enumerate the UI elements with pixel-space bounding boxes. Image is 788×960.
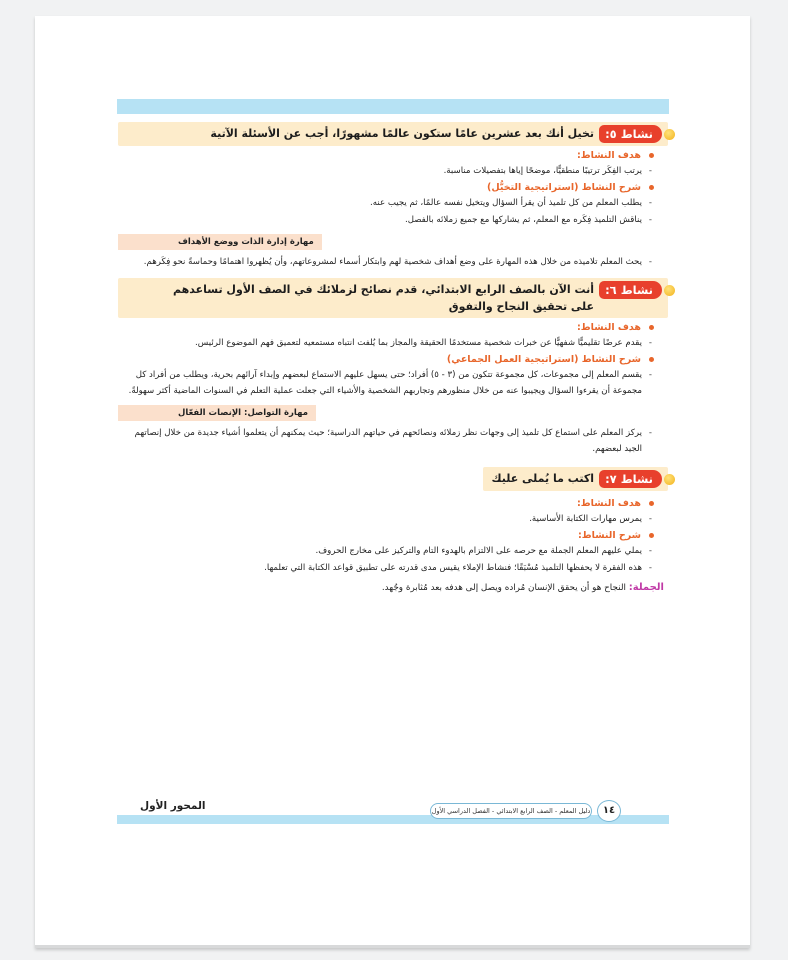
activity-6-header (118, 278, 668, 318)
activity-title: اكتب ما يُملى عليك (491, 472, 595, 485)
footer-axis-title: المحور الأول (140, 800, 206, 812)
circle-icon (664, 129, 675, 140)
circle-icon (664, 474, 675, 485)
list-item: - يمرس مهارات الكتابة الأساسية. (126, 511, 642, 527)
explain-heading: شرح النشاط (استراتيجية العمل الجماعي) (118, 354, 654, 365)
footer-guide-label: دليل المعلم - الصف الرابع الابتدائي - الفصل الدراسي الأول (430, 803, 592, 819)
activity-7-header (483, 467, 668, 491)
page-content (118, 122, 668, 596)
dictation-sentence (118, 580, 664, 596)
sentence-label: الجملة: (628, 582, 664, 593)
activity-badge: نشاط ٦: (599, 281, 662, 299)
list-item: - هذه الفقرة لا يحفظها التلميذ مُسْبَقًا؛ فنشاط الإملاء يقيس مدى قدرته على تطبيق قواعد الكتابة التي تعلمها. (126, 560, 642, 576)
list-item: - يطلب المعلم من كل تلميذ أن يقرأ السؤال ويتخيل نفسه عالمًا، ثم يجيب عنه. (126, 195, 642, 211)
page-number: ١٤ (597, 800, 621, 822)
activity-title: تخيل أنك بعد عشرين عامًا ستكون عالمًا مشهورًا، أجب عن الأسئلة الآتية (210, 127, 595, 140)
goal-heading: هدف النشاط: (118, 150, 654, 161)
list-item: - يقدم عرضًا تقليميًّا شفهيًّا عن خبرات شخصية مستخدمًا الحقيقة والمجاز بما يُلفت انتباه مستمعيه لتعميق فهم الموضوع الرئيس. (126, 335, 642, 351)
header-band (117, 99, 669, 114)
list-item: - يركز المعلم على استماع كل تلميذ إلى وجهات نظر زملائه ونصائحهم في حياتهم الدراسية؛ حيث يمكنهم أن يتعلموا أشياء جديدة من خلال إنصاتهم الجيد لبعضهم. (126, 425, 642, 457)
list-item: - يناقش التلميذ فِكَره مع المعلم، ثم يشاركها مع جميع زملائه بالفصل. (126, 212, 642, 228)
goal-heading: هدف النشاط: (118, 498, 654, 509)
activity-badge: نشاط ٥: (599, 125, 662, 143)
sentence-text: النجاح هو أن يحقق الإنسان مُراده ويصل إلى هدفه بعد مُثابرة وجُهد. (381, 583, 626, 593)
explain-heading: شرح النشاط: (118, 530, 654, 541)
goal-heading: هدف النشاط: (118, 322, 654, 333)
list-item: - يقسم المعلم إلى مجموعات، كل مجموعة تتكون من (٣ - ٥) أفراد؛ حتى يسهل عليهم الاستماع لبعضهم وإبداء آرائهم بحرية، ويطلب من أفراد كل مجموعة أن يقرءوا السؤال ويجيبوا عنه من خلال منظورهم وتجاربهم الشخصية والأشياء التي جعلت عملية التعلم في السنوات الماضية أكثر سهولةً. (126, 367, 642, 399)
activity-title: أنت الآن بالصف الرابع الابتدائي، قدم نصائح لزملائك في الصف الأول تساعدهم على تحقيق النجاح والتفوق (173, 283, 595, 313)
activity-5-header (118, 122, 668, 146)
list-item: - يحث المعلم تلاميذه من خلال هذه المهارة على وضع أهداف شخصية لهم وابتكار أسماء لمشروعاتهم، وأن يُظهروا اهتمامًا وحماسةً نحو فِكَرهم. (126, 254, 642, 270)
list-item: - يملي عليهم المعلم الجملة مع حرصه على الالتزام بالهدوء التام والتركيز على مخارج الحروف. (126, 543, 642, 559)
activity-badge: نشاط ٧: (599, 470, 662, 488)
skill-label: مهارة التواصل: الإنصات الفعّال (118, 405, 316, 421)
list-item: - يرتب الفِكَر ترتيبًا منطقيًّا، موضحًا إياها بتفصيلات مناسبة. (126, 163, 642, 179)
skill-label: مهارة إدارة الذات ووضع الأهداف (118, 234, 322, 250)
explain-heading: شرح النشاط (استراتيجية التخيُّل) (118, 182, 654, 193)
circle-icon (664, 285, 675, 296)
